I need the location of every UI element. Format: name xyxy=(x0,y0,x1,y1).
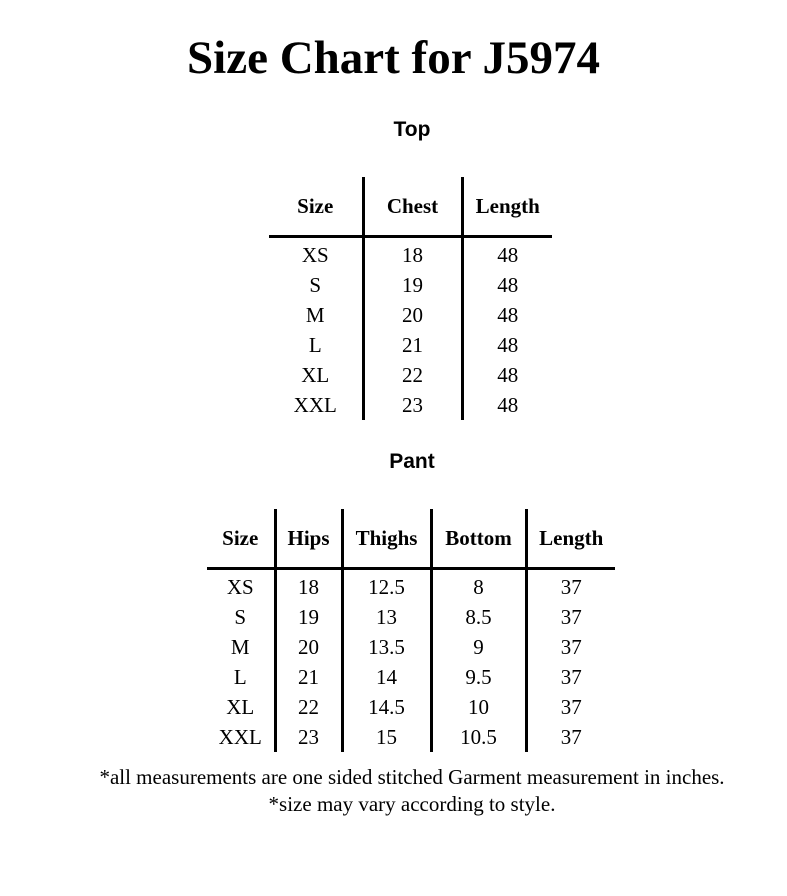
table-cell: 48 xyxy=(462,360,552,390)
table-cell: 10 xyxy=(431,692,526,722)
table-cell: XL xyxy=(226,695,255,719)
top-size-table xyxy=(269,177,552,420)
pant-size-table xyxy=(207,509,615,752)
table-cell: 48 xyxy=(462,270,552,300)
table-row xyxy=(269,300,552,330)
table-cell: L xyxy=(233,665,247,689)
table-cell: 13 xyxy=(342,602,431,632)
table-cell: 37 xyxy=(526,662,615,692)
table-cell: 8.5 xyxy=(431,602,526,632)
table-cell: 23 xyxy=(275,722,342,752)
table-cell: 37 xyxy=(526,722,615,752)
table-row xyxy=(207,692,615,722)
column-header-size: Size xyxy=(269,177,363,237)
table-header-row xyxy=(207,509,615,569)
table-cell: 37 xyxy=(526,569,615,603)
table-cell: L xyxy=(308,333,322,357)
table-cell: 37 xyxy=(526,602,615,632)
table-cell: 9 xyxy=(431,632,526,662)
column-header-bottom: Bottom xyxy=(431,509,526,569)
column-header-length: Length xyxy=(526,509,615,569)
table-cell: XXL xyxy=(218,725,262,749)
table-cell: XL xyxy=(301,363,330,387)
table-cell: 21 xyxy=(275,662,342,692)
table-cell: 12.5 xyxy=(342,569,431,603)
table-row xyxy=(269,237,552,271)
table-cell: 8 xyxy=(431,569,526,603)
column-header-thighs: Thighs xyxy=(342,509,431,569)
table-cell: 37 xyxy=(526,632,615,662)
table-cell: 18 xyxy=(363,237,462,271)
table-cell: 19 xyxy=(363,270,462,300)
table-row xyxy=(207,602,615,632)
table-cell: M xyxy=(305,303,325,327)
table-cell: 20 xyxy=(363,300,462,330)
table-row xyxy=(207,569,615,603)
table-cell: 20 xyxy=(275,632,342,662)
table-cell: S xyxy=(309,273,322,297)
table-cell: 15 xyxy=(342,722,431,752)
table-cell: XS xyxy=(226,575,254,599)
table-cell: S xyxy=(234,605,247,629)
table-cell: 23 xyxy=(363,390,462,420)
page-title: Size Chart for J5974 xyxy=(187,32,600,84)
table-row xyxy=(269,270,552,300)
table-cell: 10.5 xyxy=(431,722,526,752)
table-cell: 22 xyxy=(275,692,342,722)
table-cell: 48 xyxy=(462,390,552,420)
table-cell: 37 xyxy=(526,692,615,722)
table-cell: 18 xyxy=(275,569,342,603)
pant-section-title: Pant xyxy=(389,450,435,473)
table-cell: XS xyxy=(301,243,329,267)
measurement-note: *all measurements are one sided stitched Garment measurement in inches. xyxy=(99,765,725,789)
table-cell: 9.5 xyxy=(431,662,526,692)
table-row xyxy=(269,330,552,360)
table-header-row xyxy=(269,177,552,237)
table-cell: 19 xyxy=(275,602,342,632)
table-cell: XXL xyxy=(293,393,337,417)
table-cell: 21 xyxy=(363,330,462,360)
table-row xyxy=(207,722,615,752)
table-cell: 14 xyxy=(342,662,431,692)
table-row xyxy=(207,662,615,692)
table-cell: M xyxy=(230,635,250,659)
table-cell: 48 xyxy=(462,330,552,360)
table-cell: 13.5 xyxy=(342,632,431,662)
table-cell: 48 xyxy=(462,237,552,271)
size-variation-note: *size may vary according to style. xyxy=(268,792,556,816)
column-header-hips: Hips xyxy=(275,509,342,569)
table-row xyxy=(207,632,615,662)
column-header-length: Length xyxy=(462,177,552,237)
top-section-title: Top xyxy=(393,118,431,141)
table-row xyxy=(269,390,552,420)
table-cell: 22 xyxy=(363,360,462,390)
table-cell: 14.5 xyxy=(342,692,431,722)
table-cell: 48 xyxy=(462,300,552,330)
table-row xyxy=(269,360,552,390)
column-header-size: Size xyxy=(207,509,275,569)
column-header-chest: Chest xyxy=(363,177,462,237)
